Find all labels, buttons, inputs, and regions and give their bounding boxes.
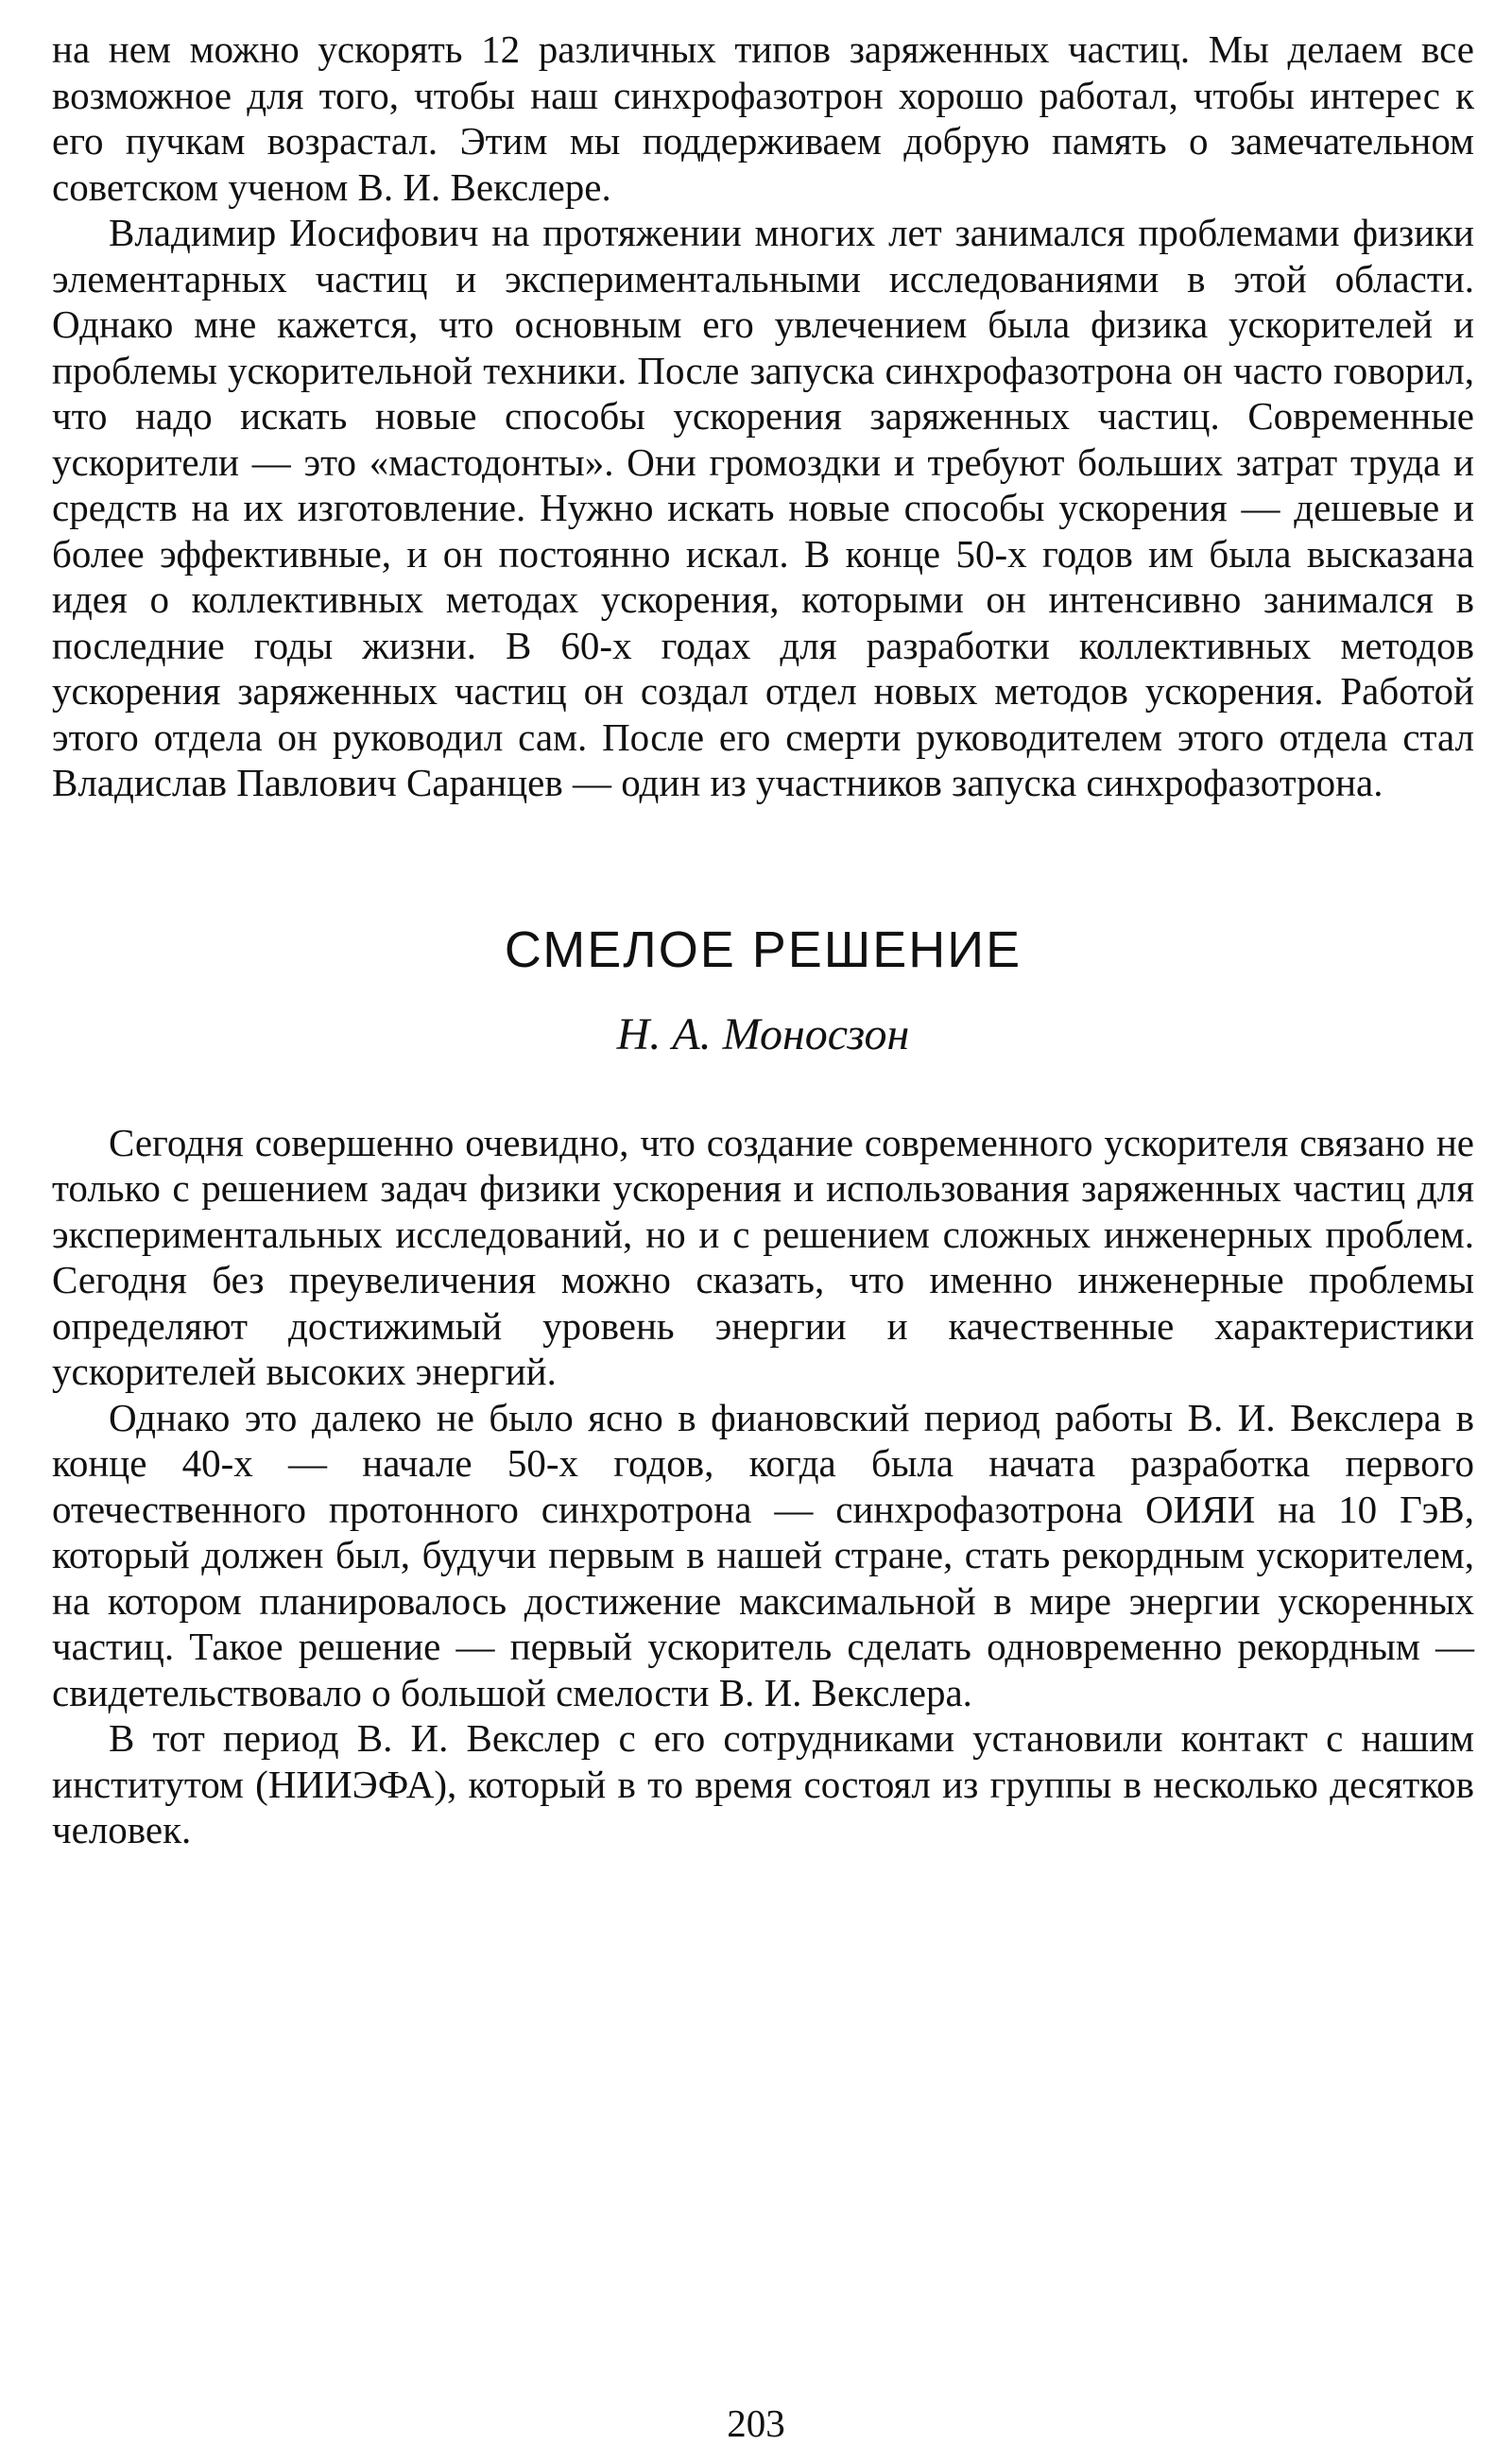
- paragraph-fian-period: Однако это далеко не было ясно в фиановский период работы В. И. Векслера в конце 40-х — начале 50-х годов, когда была начата разработка первого отечественного протонного синхротрона — синхрофазотрона ОИЯИ на 10 ГэВ, который должен был, будучи первым в нашей стране, стать рекордным ускорителем, на котором планировалось достижение максимальной в мире энергии ускоренных частиц. Такое решение — первый ускоритель сделать одновременно рекордным — свидетельствовало о большой смелости В. И. Векслера.: [52, 1395, 1474, 1714]
- book-page: [52, 26, 1474, 1853]
- section-title: СМЕЛОЕ РЕШЕНИЕ: [504, 921, 1022, 978]
- paragraph-continued: на нем можно ускорять 12 различных типов заряженных частиц. Мы делаем все возможное для того, чтобы наш синхрофазотрон хорошо работал, чтобы интерес к его пучкам возрастал. Этим мы поддерживаем добрую память о замечательном советском ученом В. И. Векслере.: [52, 27, 1474, 209]
- section-author: Н. А. Моносзон: [616, 1008, 910, 1059]
- section-body: [52, 1120, 1474, 1853]
- paragraph-engineering-problems: Сегодня совершенно очевидно, что создание современного ускорителя связано не только с решением задач физики ускорения и использования заряженных частиц для экспериментальных исследований, но и с решением сложных инженерных проблем. Сегодня без преувеличения можно сказать, что именно инженерные проблемы определяют достижимый уровень энергии и качественные характеристики ускорителей высоких энергий.: [52, 1120, 1474, 1393]
- page-number: 203: [727, 2401, 785, 2445]
- paragraph-veksler-accelerators: Владимир Иосифович на протяжении многих лет занимался проблемами физики элементарных частиц и экспериментальными исследованиями в этой области. Однако мне кажется, что основным его увлечением была физика ускорителей и проблемы ускорительной техники. После запуска синхрофазотрона он часто говорил, что надо искать новые способы ускорения заряженных частиц. Современные ускорители — это «мастодонты». Они громоздки и требуют больших затрат труда и средств на их изготовление. Нужно искать новые способы ускорения — дешевые и более эффективные, и он постоянно искал. В конце 50-х годов им была высказана идея о коллективных методах ускорения, которыми он интенсивно занимался в последние годы жизни. В 60-х годах для разработки коллективных методов ускорения заряженных частиц он создал отдел новых методов ускорения. Работой этого отдела он руководил сам. После его смерти руководителем этого отдела стал Владислав Павлович Саранцев — один из участников запуска синхрофазотрона.: [52, 211, 1474, 804]
- paragraph-niiefa-contact: В тот период В. И. Векслер с его сотрудниками установили контакт с нашим институтом (НИИЭФА), который в то время состоял из группы в несколько десятков человек.: [52, 1716, 1474, 1851]
